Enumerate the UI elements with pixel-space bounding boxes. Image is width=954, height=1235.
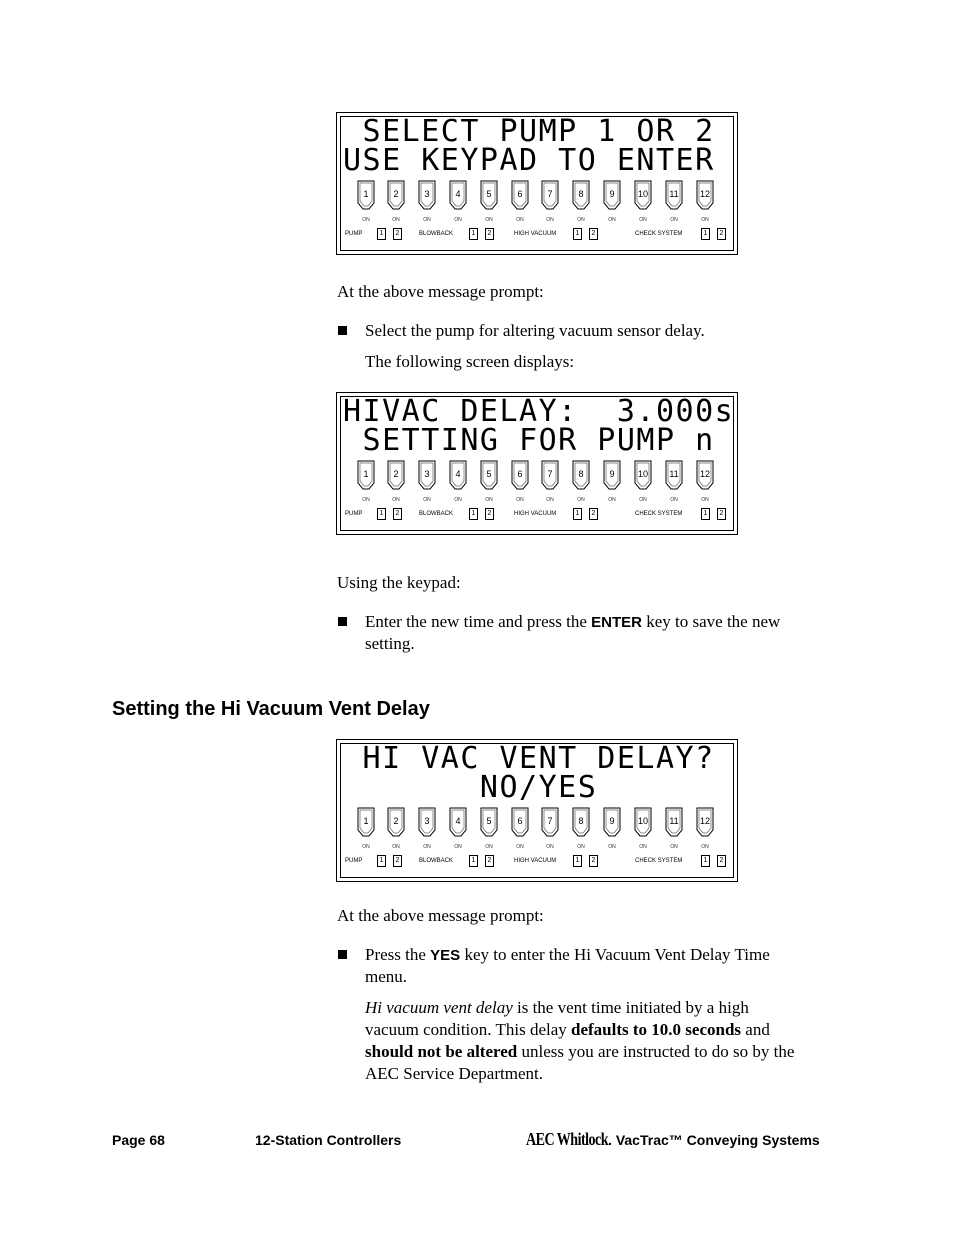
using-keypad-text: Using the keypad: [337, 573, 461, 592]
indicator-box: 1 [377, 228, 386, 240]
lcd-line-1: SELECT PUMP 1 OR 2 [343, 114, 715, 149]
station-number: 6 [517, 469, 523, 479]
indicator-box: 2 [485, 228, 494, 240]
station-button[interactable] [572, 460, 590, 488]
blowback-label: BLOWBACK [419, 858, 454, 864]
lcd-display [343, 393, 735, 458]
lcd-line-2: USE KEYPAD TO ENTER [343, 143, 715, 178]
on-indicator-label: ON [639, 844, 647, 850]
station-button[interactable] [418, 460, 436, 488]
on-indicator-label: ON [423, 844, 431, 850]
on-indicator-label: ON [392, 217, 400, 223]
station-number: 11 [669, 816, 679, 826]
on-indicator-label: ON [608, 497, 616, 503]
station-button[interactable] [634, 180, 652, 208]
on-indicator-label: ON [639, 497, 647, 503]
station-number: 12 [699, 469, 710, 479]
aec-whitlock-logo: AEC Whitlock [526, 1131, 609, 1150]
station-button[interactable] [511, 180, 529, 208]
indicator-box: 1 [573, 508, 582, 520]
station-number: 11 [669, 189, 679, 199]
bullet-text-3 [365, 945, 770, 965]
bullet-text-1: Select the pump for altering vacuum sensor delay. [365, 321, 705, 340]
on-indicator-label: ON [485, 844, 493, 850]
para-text-2a: vacuum condition. This delay [365, 1020, 572, 1039]
para-bold-warning: should not be altered [365, 1042, 518, 1061]
yes-key-label: YES [430, 947, 461, 964]
station-button[interactable] [387, 460, 405, 488]
station-button[interactable] [572, 807, 590, 835]
station-number: 2 [393, 816, 399, 826]
station-button[interactable] [603, 180, 621, 208]
station-number: 2 [393, 469, 399, 479]
on-indicator-label: ON [577, 497, 585, 503]
indicator-box: 2 [717, 228, 726, 240]
indicator-box: 1 [701, 508, 710, 520]
lcd-display [343, 740, 733, 805]
station-number: 9 [609, 816, 615, 826]
station-button[interactable] [418, 180, 436, 208]
on-indicator-label: ON [392, 844, 400, 850]
station-button[interactable] [480, 180, 498, 208]
indicator-box: 1 [701, 228, 710, 240]
bullet-square-icon [338, 950, 347, 959]
station-number: 7 [547, 816, 553, 826]
para-text-2c: and [741, 1020, 770, 1039]
on-indicator-label: ON [485, 497, 493, 503]
footer-section: 12-Station Controllers [255, 1132, 402, 1148]
station-number: 8 [578, 469, 584, 479]
station-button[interactable] [480, 807, 498, 835]
footer-brand [526, 1130, 820, 1148]
station-number: 12 [699, 816, 710, 826]
on-indicator-label: ON [701, 844, 709, 850]
indicator-box: 1 [469, 508, 478, 520]
on-indicator-label: ON [639, 217, 647, 223]
on-indicator-label: ON [546, 217, 554, 223]
prompt-text-1: At the above message prompt: [337, 282, 544, 301]
station-number: 8 [578, 816, 584, 826]
station-button[interactable] [511, 460, 529, 488]
footer-product: . VacTrac™ Conveying Systems [608, 1132, 820, 1148]
station-button[interactable] [449, 180, 467, 208]
station-number: 4 [455, 816, 461, 826]
indicator-box: 2 [589, 855, 598, 867]
check-system-label: CHECK SYSTEM [635, 511, 683, 517]
high-vacuum-label: HIGH VACUUM [514, 511, 557, 517]
para-line-2 [365, 1019, 794, 1041]
bullet3-text-b: key to enter the Hi Vacuum Vent Delay Time [460, 945, 770, 964]
high-vacuum-label: HIGH VACUUM [514, 858, 557, 864]
on-indicator-label: ON [577, 844, 585, 850]
prompt-text-2: At the above message prompt: [337, 906, 544, 925]
station-number: 5 [486, 816, 492, 826]
station-button[interactable] [357, 807, 375, 835]
station-button[interactable] [418, 807, 436, 835]
indicator-box: 2 [485, 508, 494, 520]
station-button[interactable] [603, 460, 621, 488]
station-button[interactable] [357, 180, 375, 208]
on-indicator-label: ON [485, 217, 493, 223]
on-indicator-label: ON [670, 497, 678, 503]
indicator-box: 2 [393, 855, 402, 867]
station-number: 10 [637, 816, 648, 826]
on-indicator-label: ON [516, 844, 524, 850]
station-number: 4 [455, 189, 461, 199]
station-button[interactable] [572, 180, 590, 208]
station-button[interactable] [665, 460, 683, 488]
on-indicator-label: ON [362, 217, 370, 223]
lcd-line-2: SETTING FOR PUMP n [343, 423, 715, 458]
lcd-panel-3 [336, 739, 738, 882]
pump-label: PUMP [345, 511, 363, 517]
station-number: 3 [424, 469, 430, 479]
indicator-box: 1 [573, 228, 582, 240]
indicator-box: 1 [573, 855, 582, 867]
blowback-label: BLOWBACK [419, 511, 454, 517]
lcd-panel-1 [336, 112, 738, 255]
on-indicator-label: ON [608, 217, 616, 223]
station-number: 1 [363, 189, 369, 199]
station-number: 3 [424, 816, 430, 826]
station-number: 6 [517, 189, 523, 199]
on-indicator-label: ON [454, 844, 462, 850]
indicator-box: 2 [717, 508, 726, 520]
pump-label: PUMP [345, 231, 363, 237]
station-number: 7 [547, 189, 553, 199]
on-indicator-label: ON [670, 844, 678, 850]
station-number: 10 [637, 469, 648, 479]
bullet3-text-a: Press the [365, 945, 431, 964]
lcd-line-2: NO/YES [343, 770, 598, 805]
on-indicator-label: ON [454, 217, 462, 223]
station-button[interactable] [449, 460, 467, 488]
station-button[interactable] [541, 180, 559, 208]
on-indicator-label: ON [577, 217, 585, 223]
footer-page-number: Page 68 [112, 1132, 165, 1148]
station-button[interactable] [357, 460, 375, 488]
on-indicator-label: ON [362, 844, 370, 850]
para-line-4: AEC Service Department. [365, 1064, 543, 1083]
on-indicator-label: ON [516, 497, 524, 503]
station-number: 7 [547, 469, 553, 479]
station-button[interactable] [665, 180, 683, 208]
lcd-panel-2 [336, 392, 738, 535]
station-number: 9 [609, 189, 615, 199]
high-vacuum-label: HIGH VACUUM [514, 231, 557, 237]
station-button[interactable] [541, 807, 559, 835]
bullet2-text-a: Enter the new time and press the [365, 612, 592, 631]
station-button[interactable] [665, 807, 683, 835]
station-number: 6 [517, 816, 523, 826]
indicator-box: 2 [589, 228, 598, 240]
indicator-box: 2 [717, 855, 726, 867]
on-indicator-label: ON [516, 217, 524, 223]
on-indicator-label: ON [454, 497, 462, 503]
bullet-square-icon [338, 617, 347, 626]
check-system-label: CHECK SYSTEM [635, 231, 683, 237]
following-text: The following screen displays: [365, 352, 575, 371]
lcd-line-1: HIVAC DELAY: 3.000s [343, 394, 735, 429]
station-number: 8 [578, 189, 584, 199]
para-line-3 [365, 1041, 794, 1063]
station-button[interactable] [511, 807, 529, 835]
station-number: 4 [455, 469, 461, 479]
station-button[interactable] [634, 460, 652, 488]
on-indicator-label: ON [362, 497, 370, 503]
section-heading: Setting the Hi Vacuum Vent Delay [112, 698, 430, 720]
indicator-box: 1 [377, 508, 386, 520]
para-text-3b: unless you are instructed to do so by the [517, 1042, 795, 1061]
station-number: 10 [637, 189, 648, 199]
para-line-1 [365, 997, 794, 1019]
station-number: 2 [393, 189, 399, 199]
on-indicator-label: ON [701, 217, 709, 223]
indicator-box: 1 [469, 855, 478, 867]
indicator-box: 2 [589, 508, 598, 520]
indicator-box: 2 [393, 228, 402, 240]
on-indicator-label: ON [423, 497, 431, 503]
on-indicator-label: ON [670, 217, 678, 223]
station-number: 11 [669, 469, 679, 479]
station-number: 12 [699, 189, 710, 199]
blowback-label: BLOWBACK [419, 231, 454, 237]
station-button[interactable] [387, 807, 405, 835]
on-indicator-label: ON [701, 497, 709, 503]
station-button[interactable] [603, 807, 621, 835]
indicator-box: 2 [485, 855, 494, 867]
station-number: 1 [363, 469, 369, 479]
station-number: 5 [486, 189, 492, 199]
para-text-1: is the vent time initiated by a high [512, 998, 749, 1017]
station-button[interactable] [541, 460, 559, 488]
station-number: 9 [609, 469, 615, 479]
station-button[interactable] [480, 460, 498, 488]
station-button[interactable] [387, 180, 405, 208]
indicator-box: 1 [701, 855, 710, 867]
term-italic: Hi vacuum vent delay [365, 998, 513, 1017]
lcd-display [343, 113, 733, 178]
bullet-square-icon [338, 326, 347, 335]
station-button[interactable] [696, 180, 714, 208]
station-number: 5 [486, 469, 492, 479]
enter-key-label: ENTER [591, 614, 642, 631]
station-number: 1 [363, 816, 369, 826]
on-indicator-label: ON [423, 217, 431, 223]
indicator-box: 1 [469, 228, 478, 240]
on-indicator-label: ON [546, 844, 554, 850]
on-indicator-label: ON [392, 497, 400, 503]
station-button[interactable] [696, 460, 714, 488]
indicator-box: 1 [377, 855, 386, 867]
bullet2-text-b: key to save the new [641, 612, 781, 631]
station-button[interactable] [634, 807, 652, 835]
bullet-text-2 [365, 612, 780, 632]
station-button[interactable] [449, 807, 467, 835]
para-bold-default: defaults to 10.0 seconds [571, 1020, 742, 1039]
check-system-label: CHECK SYSTEM [635, 858, 683, 864]
indicator-box: 2 [393, 508, 402, 520]
on-indicator-label: ON [608, 844, 616, 850]
on-indicator-label: ON [546, 497, 554, 503]
station-number: 3 [424, 189, 430, 199]
bullet-text-3-cont: menu. [365, 967, 408, 986]
pump-label: PUMP [345, 858, 363, 864]
lcd-line-1: HI VAC VENT DELAY? [343, 741, 715, 776]
description-paragraph [365, 997, 794, 1085]
station-button[interactable] [696, 807, 714, 835]
bullet-text-2-cont: setting. [365, 634, 415, 653]
